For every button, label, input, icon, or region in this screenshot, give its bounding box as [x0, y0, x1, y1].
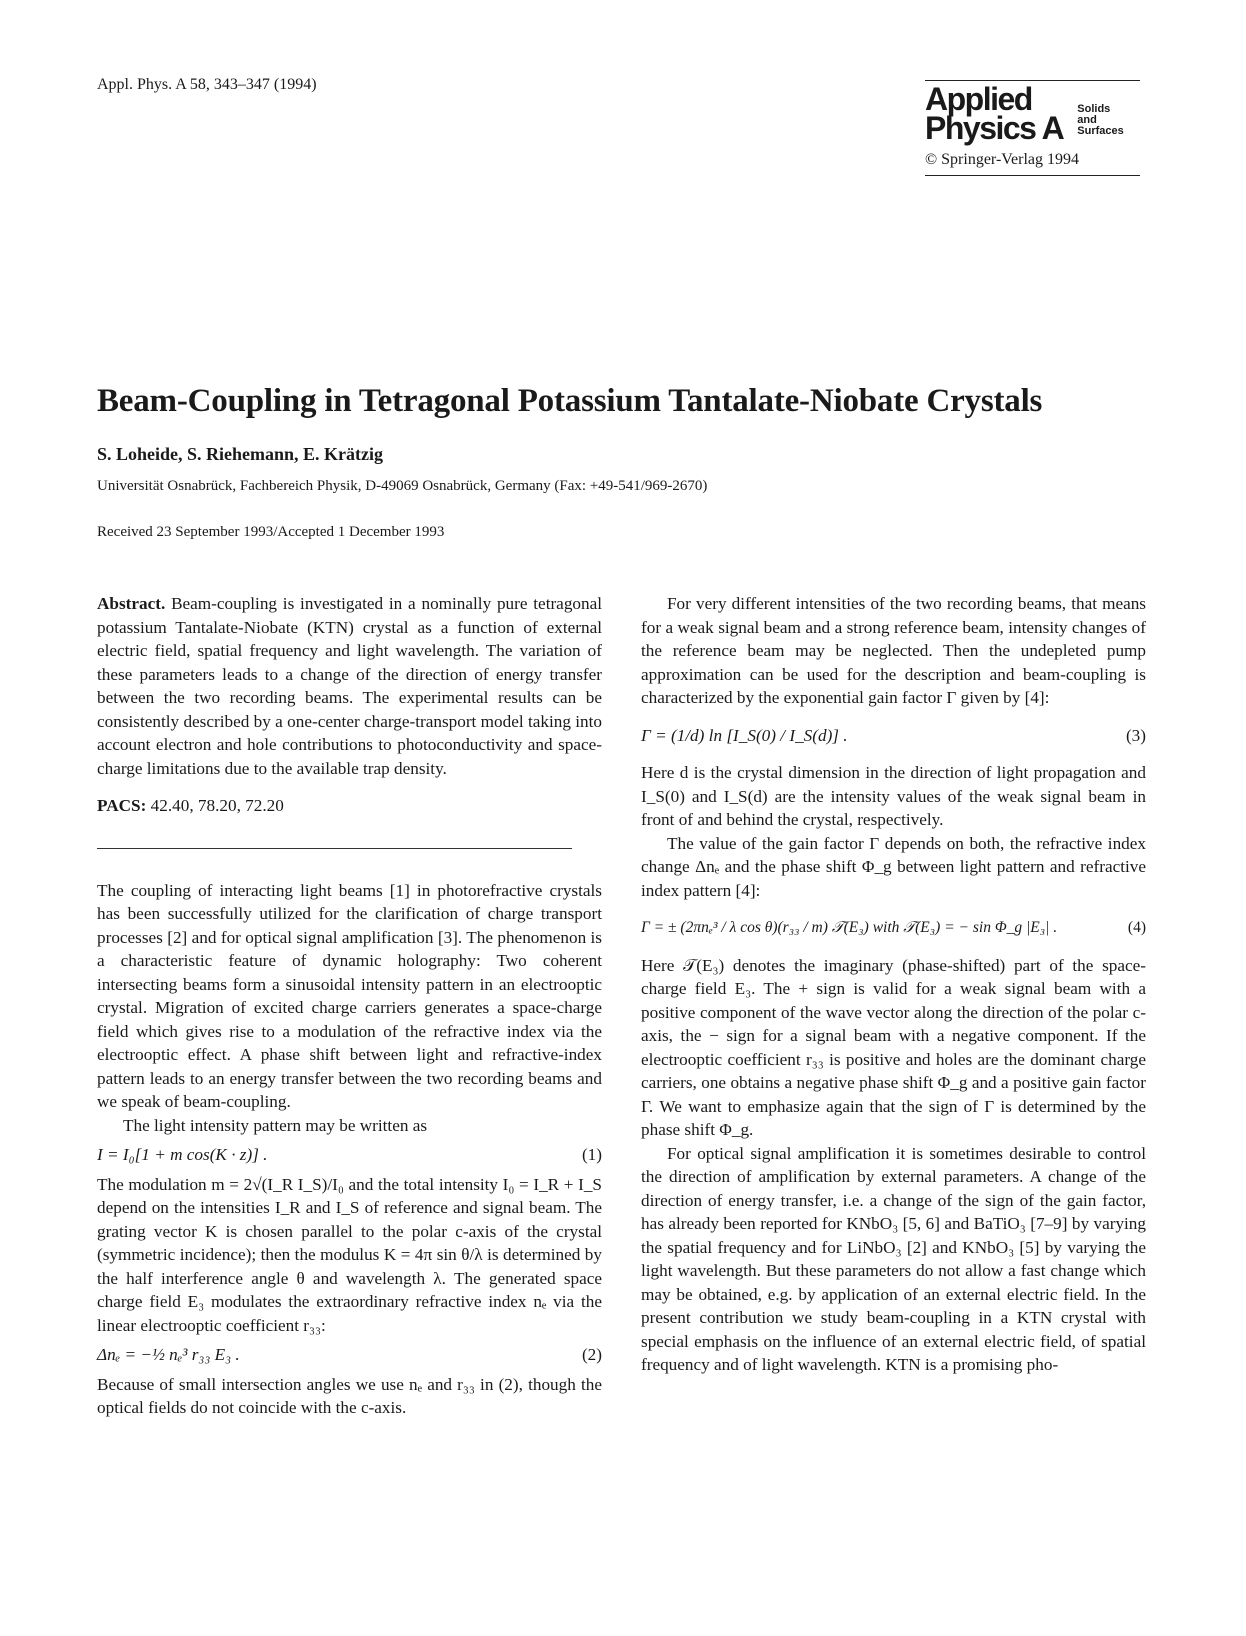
copyright-notice: © Springer-Verlag 1994 — [925, 151, 1080, 168]
equation-number: (3) — [1125, 725, 1146, 745]
pacs-label: PACS: — [97, 796, 147, 815]
body-paragraph: Here 𝒯(E₃) denotes the imaginary (phase-shifted) part of the space-charge field E₃. The + sign is valid for a weak signal beam with a positive component of the wave vector along the direction of the polar c-axis, the − sign for a signal beam with a negative component. If the electrooptic coefficient r₃₃ is positive and holes are the dominant charge carriers, one obtains a negative phase shift Φ_g and a positive gain factor Γ. We want to emphasize again that the sign of Γ is determined by the phase shift Φ_g. — [641, 955, 1146, 1139]
journal-reference: Appl. Phys. A 58, 343–347 (1994) — [97, 76, 317, 93]
pacs-codes: 42.40, 78.20, 72.20 — [150, 796, 284, 815]
brand-bottom-rule — [925, 175, 1140, 176]
equation-number: (2) — [581, 1345, 602, 1364]
equation-formula: Γ = (1/d) ln [I_S(0) / I_S(d)] . — [641, 725, 848, 745]
equation-formula: Γ = ± (2πnₑ³ / λ cos θ)(r₃₃ / m) 𝒯(E₃) with 𝒯(E₃) = − sin Φ_g |E₃| . — [641, 919, 1058, 936]
received-dates: Received 23 September 1993/Accepted 1 December 1993 — [97, 524, 445, 540]
journal-section-logo: Solids and Surfaces — [1077, 103, 1124, 137]
author-affiliation: Universität Osnabrück, Fachbereich Physik, D-49069 Osnabrück, Germany (Fax: +49-541/969-2670) — [97, 478, 708, 494]
equation-number: (4) — [1127, 919, 1146, 936]
abstract-label: Abstract. — [97, 594, 166, 613]
pacs-line — [97, 794, 602, 818]
equation-formula: I = I₀[1 + m cos(K · z)] . — [97, 1145, 268, 1164]
equation-1 — [97, 1143, 602, 1167]
body-paragraph: The light intensity pattern may be written as — [123, 1115, 428, 1135]
article-authors: S. Loheide, S. Riehemann, E. Krätzig — [97, 444, 384, 464]
right-column — [641, 592, 1146, 1377]
body-paragraph: The modulation m = 2√(I_R I_S)/I₀ and the total intensity I₀ = I_R + I_S depend on the intensities I_R and I_S of reference and signal beam. The grating vector K is chosen parallel to the polar c-axis of the crystal (symmetric incidence); then the modulus K = 4π sin θ/λ is determined by the half interference angle θ and wavelength λ. The generated space charge field E₃ modulates the extraordinary refractive index nₑ via the linear electrooptic coefficient r₃₃: — [97, 1174, 602, 1335]
equation-2 — [97, 1343, 602, 1367]
body-paragraph: Here d is the crystal dimension in the direction of light propagation and I_S(0) and I_S(d) are the intensity values of the weak signal beam in front of and behind the crystal, respectively. — [641, 763, 1146, 829]
equation-4 — [641, 916, 1146, 940]
body-paragraph: The value of the gain factor Γ depends on both, the refractive index change Δnₑ and the phase shift Φ_g between light pattern and refractive index pattern [4]: — [641, 833, 1146, 900]
body-paragraph: The coupling of interacting light beams [1] in photorefractive crystals has been successfully utilized for the clarification of charge transport processes [2] and for optical signal amplification [3]. The phenomenon is a characteristic feature of dynamic holography: Two coherent intersecting beams form a sinusoidal intensity pattern in an electrooptic crystal. Migration of excited charge carriers generates a space-charge field which gives rise to a modulation of the refractive index via the electrooptic effect. A phase shift between light and refractive-index pattern leads to an energy transfer between the two recording beams and we speak of beam-coupling. — [97, 880, 602, 1111]
body-paragraph: For very different intensities of the two recording beams, that means for a weak signal beam and a strong reference beam, intensity changes of the reference beam may be neglected. Then the undepleted pump approximation can be used for the description and beam-coupling is characterized by the exponential gain factor Γ given by [4]: — [641, 594, 1146, 707]
left-column — [97, 592, 602, 1420]
abstract-text: Beam-coupling is investigated in a nominally pure tetragonal potassium Tantalate-Niobate (KTN) crystal as a function of external electric field, spatial frequency and light wavelength. The variation of these parameters leads to a change of the direction of energy transfer between the two recording beams. The experimental results can be consistently described by a one-center charge-transport model taking into account electron and hole contributions to photoconductivity and space-charge limitations due to the available trap density. — [97, 594, 603, 778]
equation-3 — [641, 724, 1146, 748]
journal-brand-block — [925, 80, 1140, 176]
abstract — [97, 592, 602, 780]
article-title: Beam-Coupling in Tetragonal Potassium Tantalate-Niobate Crystals — [97, 383, 1043, 419]
body-paragraph: For optical signal amplification it is sometimes desirable to control the direction of amplification by external parameters. A change of the direction of energy transfer, i.e. a change of the sign of the gain factor, has already been reported for KNbO₃ [5, 6] and BaTiO₃ [7–9] by varying the spatial frequency and for LiNbO₃ [2] and KNbO₃ [5] by varying the light wavelength. But these parameters do not allow a fast change which may be obtained, e.g. by application of an external electric field. In the present contribution we study beam-coupling in a KTN crystal with special emphasis on the influence of an external electric field, of spatial frequency and of light wavelength. KTN is a promising pho- — [641, 1143, 1146, 1374]
journal-logo: Applied Physics A — [925, 81, 1064, 146]
body-paragraph: Because of small intersection angles we use nₑ and r₃₃ in (2), though the optical fields do not coincide with the c-axis. — [97, 1374, 602, 1417]
section-divider — [97, 848, 572, 849]
equation-number: (1) — [581, 1145, 602, 1164]
equation-formula: Δnₑ = −½ nₑ³ r₃₃ E₃ . — [97, 1345, 240, 1364]
